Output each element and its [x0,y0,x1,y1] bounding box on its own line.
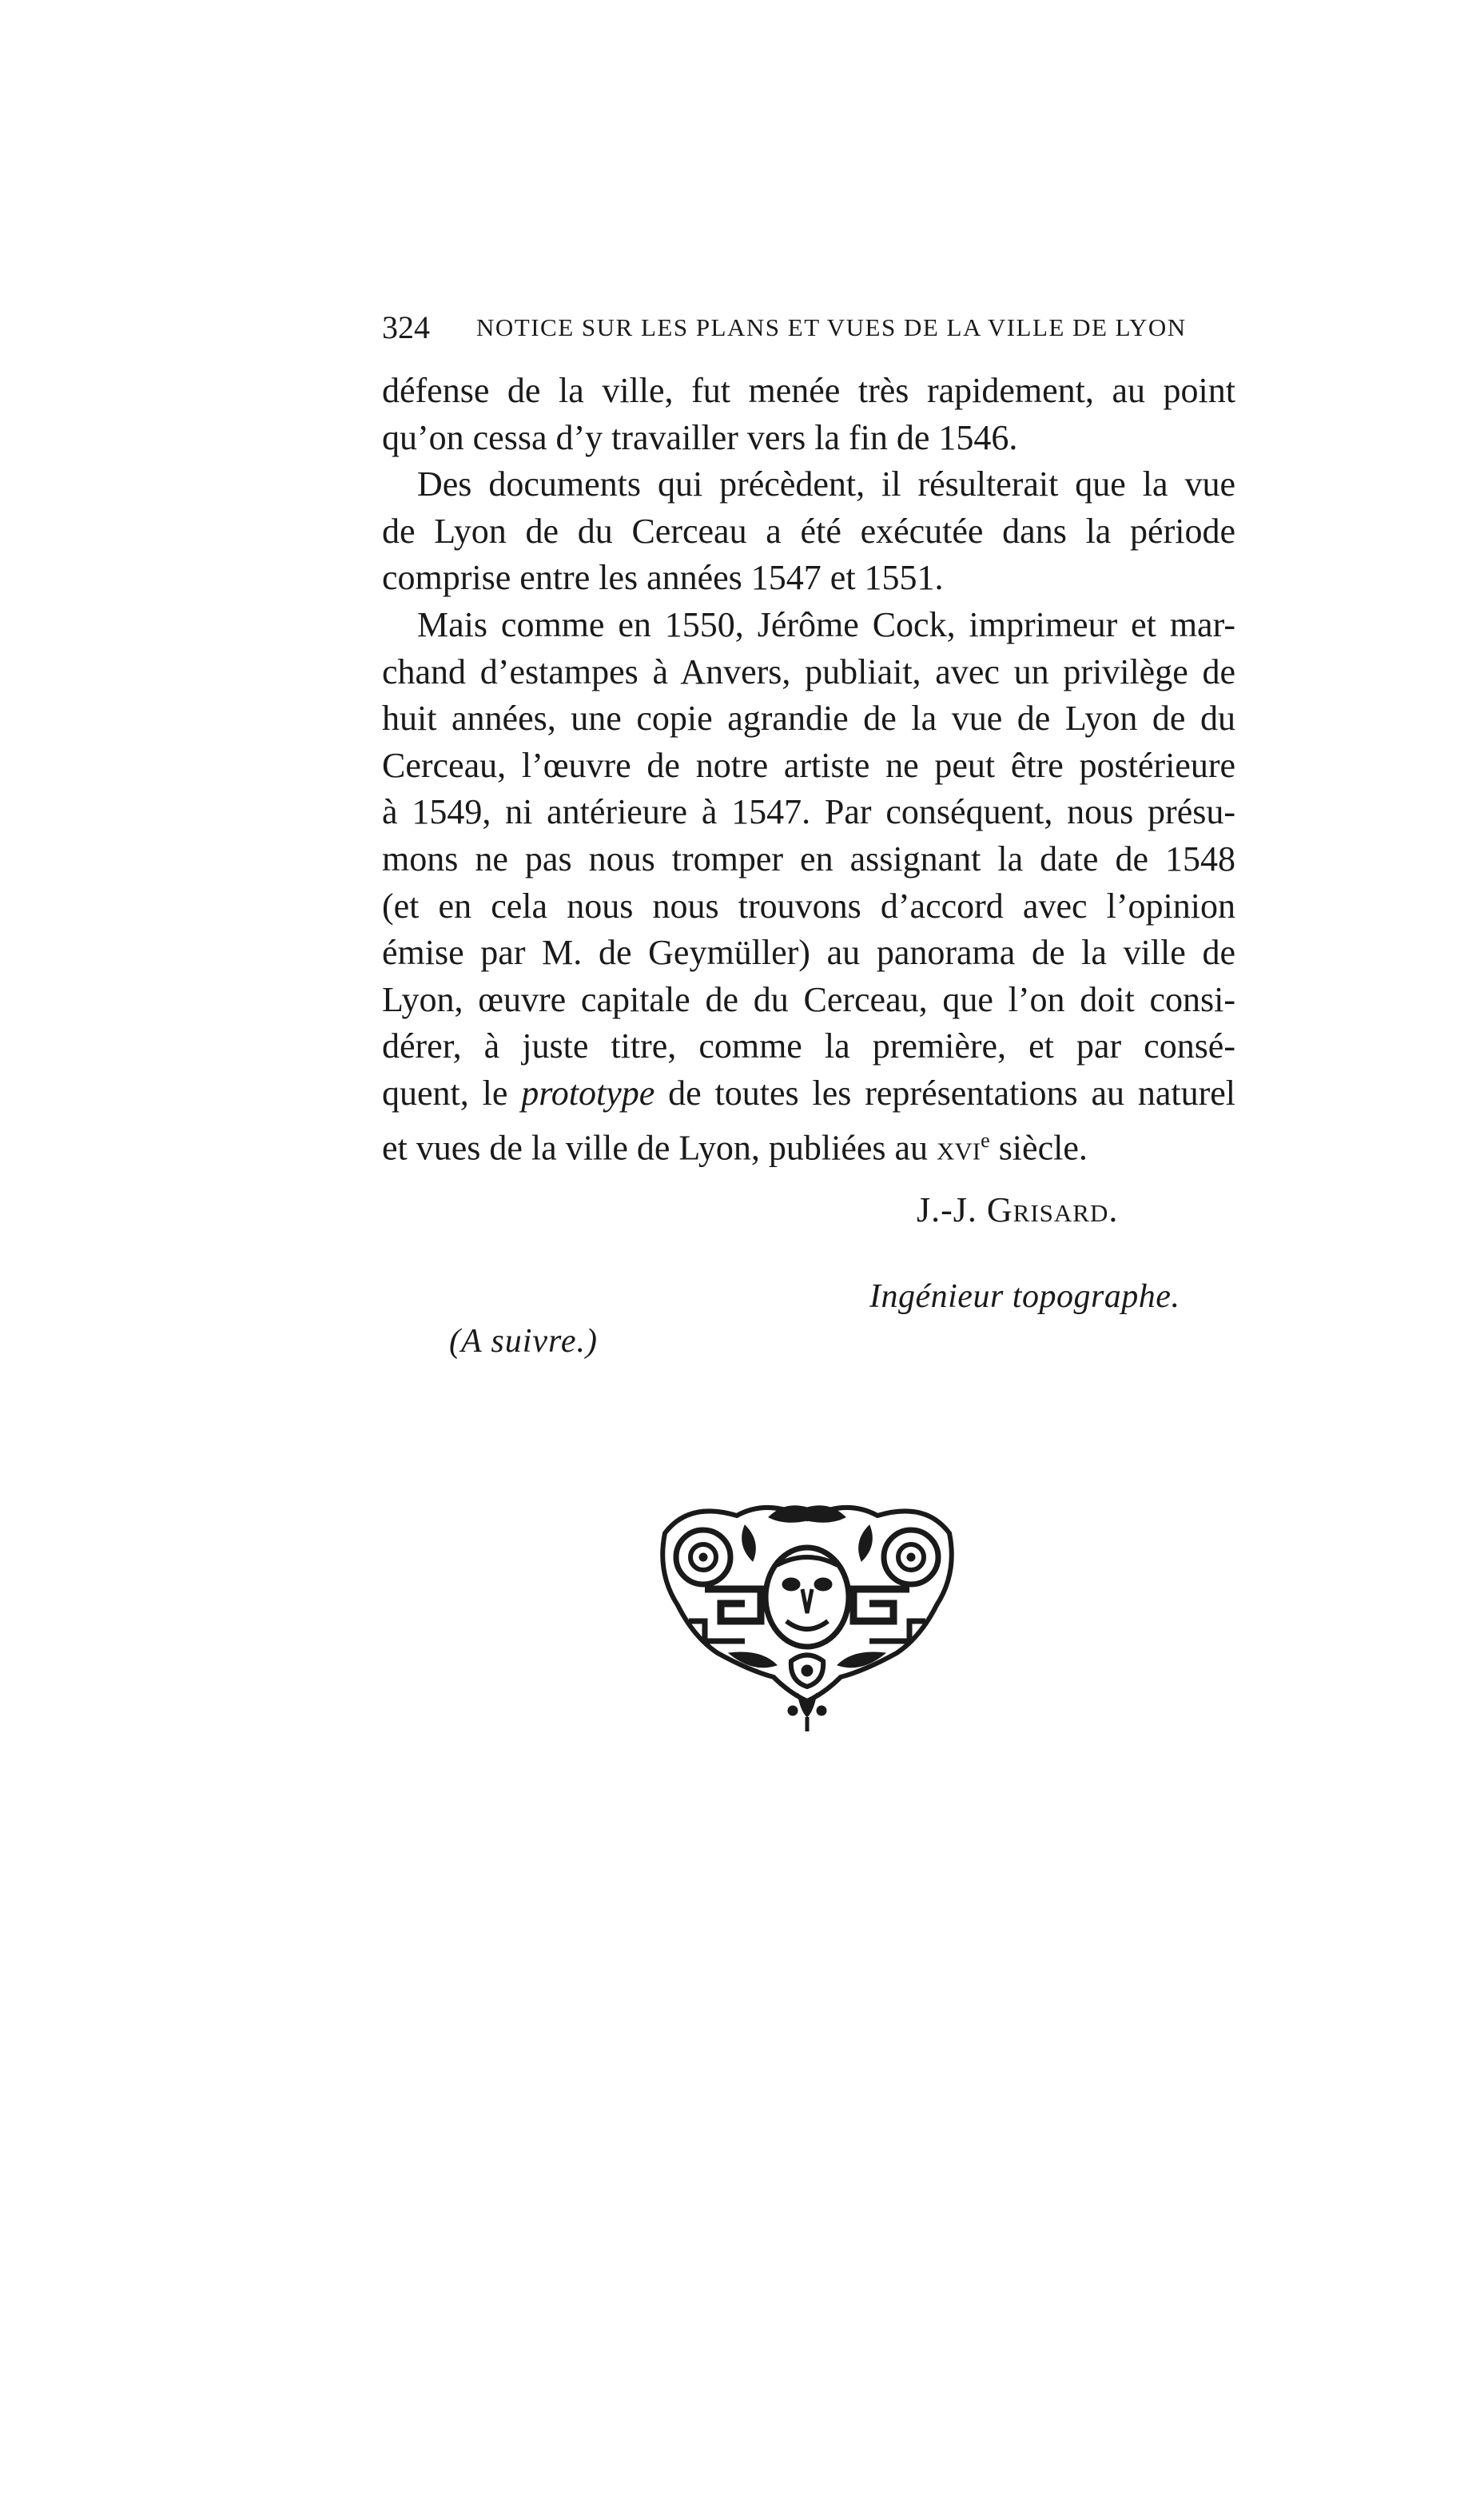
text-line: qu’on cessa d’y travailler vers la fin de 1546. [382,417,1018,457]
text-line: émise par M. de Geymüller) au panorama de la ville de [382,933,1235,973]
line-start: quent, le [382,1073,508,1113]
continuation-note: (A suivre.) [449,1323,598,1360]
text-line-with-emphasis [382,1070,1235,1118]
text-line: dérer, à juste titre, comme la première, et par consé- [382,1026,1235,1066]
text-line: huit années, une copie agrandie de la vue de Lyon de du [382,699,1235,739]
text-line: comprise entre les années 1547 et 1551. [382,558,944,598]
running-title: NOTICE SUR LES PLANS ET VUES DE LA VILLE DE LYON [476,313,1187,341]
text-line: de Lyon de du Cerceau a été exécutée dans la période [382,511,1235,551]
author-signature [917,1189,1118,1230]
author-affiliation: Ingénieur topographe. [869,1278,1180,1315]
main-text [382,368,1235,1172]
text-line-last [382,1118,1235,1172]
page-number: 324 [382,309,430,345]
century-numeral: xvi [937,1128,981,1168]
text-line: Mais comme en 1550, Jérôme Cock, imprimeur et mar- [417,604,1235,644]
emphasis-prototype: prototype [521,1073,655,1113]
century-superscript: e [981,1128,990,1152]
line-start: et vues de la ville de Lyon, publiées au [382,1128,929,1168]
author-surname: Grisard. [986,1190,1119,1229]
author-initials: J.-J. [917,1190,987,1229]
line-end: de toutes les représentations au naturel [668,1073,1235,1113]
text-line: à 1549, ni antérieure à 1547. Par conséquent, nous présu- [382,792,1235,832]
text-line: Lyon, œuvre capitale de du Cerceau, que l’on doit consi- [382,979,1235,1019]
text-line: chand d’estampes à Anvers, publiait, avec un privilège de [382,651,1235,691]
line-end: siècle. [998,1128,1088,1168]
text-line: (et en cela nous nous trouvons d’accord avec l’opinion [382,886,1235,926]
text-line: défense de la ville, fut menée très rapidement, au point [382,371,1235,410]
grotesque-mask-ornament-icon [657,1501,957,1733]
text-line: Des documents qui précèdent, il résulterait que la vue [417,464,1235,504]
running-header [382,304,1235,352]
text-line: mons ne pas nous tromper en assignant la date de 1548 [382,839,1235,878]
text-line: Cerceau, l’œuvre de notre artiste ne peut être postérieure [382,745,1235,785]
